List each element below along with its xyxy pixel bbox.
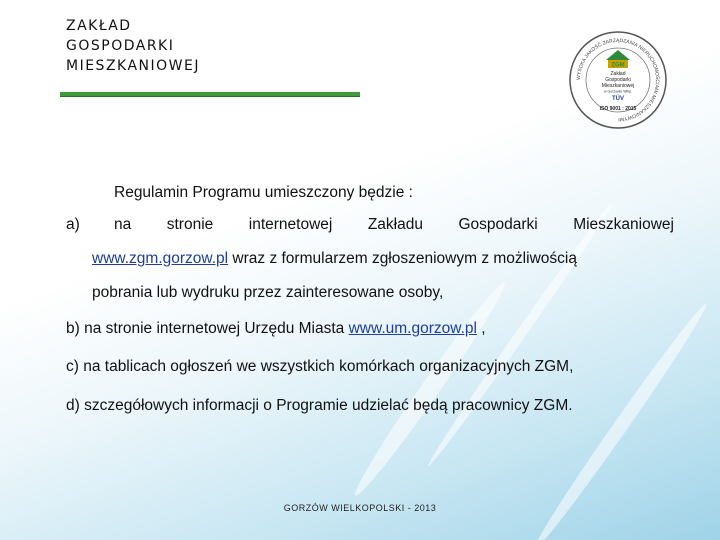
logo-brand: ZGM [611,62,625,69]
zgm-website-link[interactable]: www.zgm.gorzow.pl [92,250,229,267]
item-a-marker: a) [66,216,80,233]
item-b-prefix: b) na stronie internetowej Urzędu Miasta [66,320,349,337]
item-a-word: Gospodarki [458,216,538,233]
logo-name-line: Zakład [610,71,626,77]
footer-text: GORZÓW WIELKOPOLSKI - 2013 [283,503,437,513]
title-underline [60,92,360,97]
item-a-line3: pobrania lub wydruku przez zainteresowane osoby, [92,284,444,301]
logo-name-line: Gospodarki [605,77,631,83]
item-d: d) szczegółowych informacji o Programie udzielać będą pracownicy ZGM. [66,397,573,414]
logo-iso: ISO 9001 : 2015 [599,106,637,112]
um-website-link[interactable]: www.um.gorzow.pl [348,320,477,337]
item-a-line2 [92,250,577,268]
item-a-word: Mieszkaniowej [573,216,674,233]
intro-text: Regulamin Programu umieszczony będzie : [114,184,413,201]
item-b [66,320,486,338]
title-line: ZAKŁAD [66,18,132,34]
item-a-word: stronie [166,216,214,233]
item-a-line2-rest: wraz z formularzem zgłoszeniowym z możliwością [228,250,577,267]
item-a-word: internetowej [248,216,333,233]
item-a-line1 [114,216,674,234]
logo-name-line: Mieszkaniowej [601,83,635,89]
item-a-word: na [114,216,132,233]
organization-title [66,16,200,76]
certificate-seal-icon [568,30,668,130]
title-line: GOSPODARKI [66,38,175,54]
item-c: c) na tablicach ogłoszeń we wszystkich komórkach organizacyjnych ZGM, [66,358,574,375]
item-b-suffix: , [476,320,486,337]
logo-cert: TÜV [612,96,624,102]
title-line: MIESZKANIOWEJ [66,58,200,74]
logo-name-line: w Gorzowie Wlkp. [603,89,633,94]
logo-ring-text: WYSOKA JAKOŚĆ ZARZĄDZANIA NIERUCHOMOŚCIAMI MIESZKANIOWYMI [575,37,661,123]
item-a-word: Zakładu [367,216,423,233]
